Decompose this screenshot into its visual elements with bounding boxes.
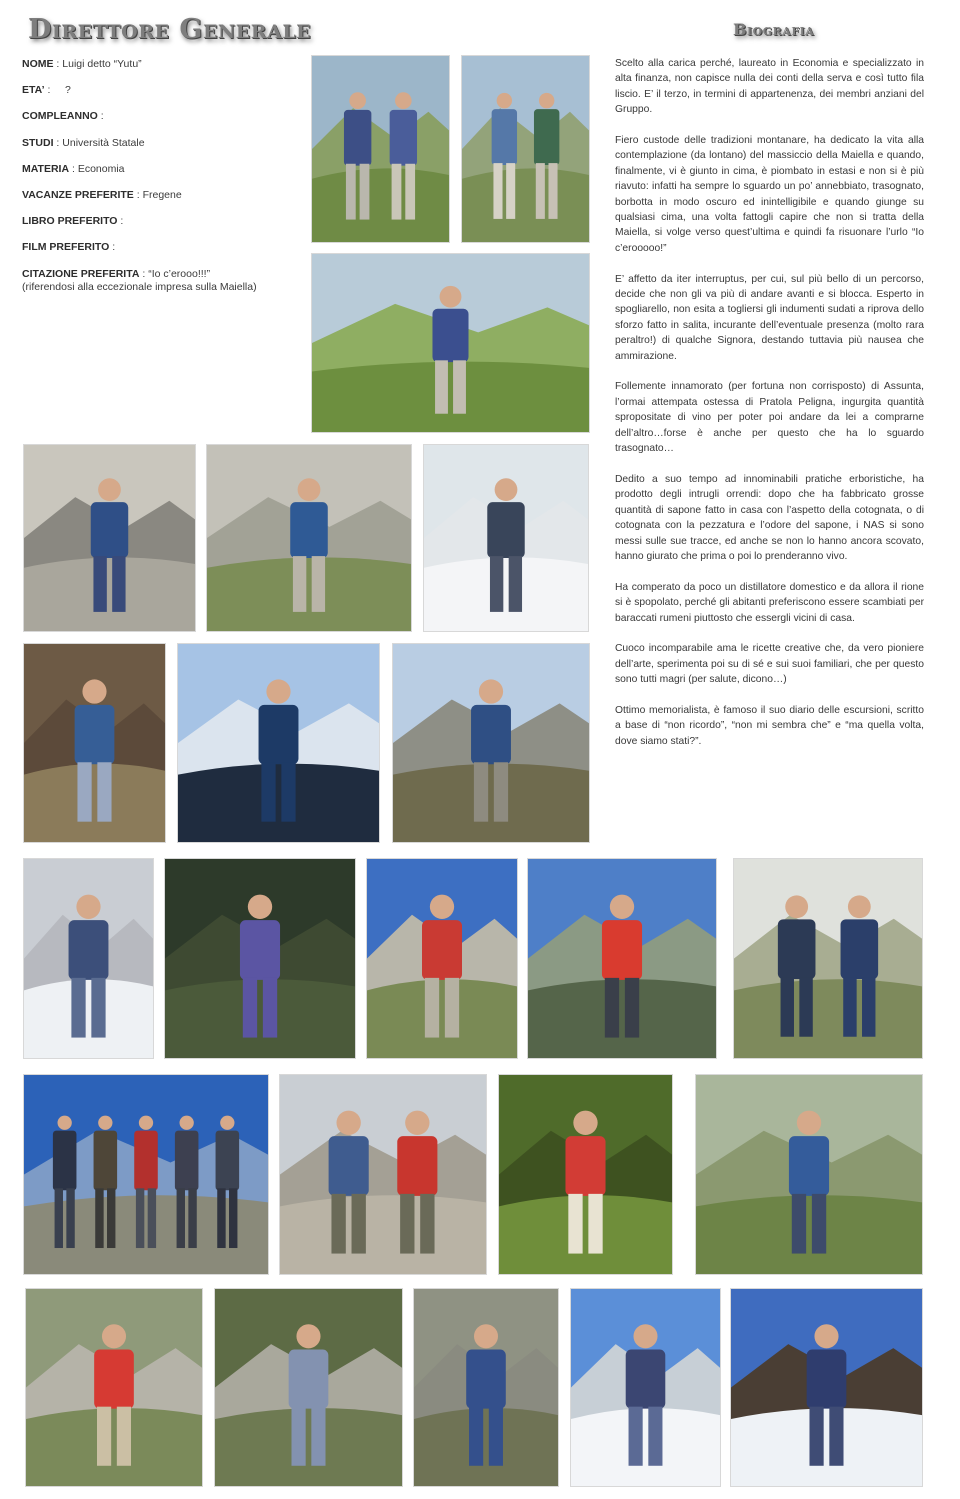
field-value: “Io c’erooo!!!”	[148, 267, 211, 280]
field-label: CITAZIONE PREFERITA	[22, 267, 140, 280]
photo-sitting-bench	[695, 1074, 923, 1275]
photo-hiker-arms-open	[311, 253, 590, 433]
profile-field	[22, 58, 282, 71]
photo-snowfield-forest	[730, 1288, 923, 1487]
profile-field	[22, 110, 282, 123]
photo-hiker-pointing	[527, 858, 717, 1059]
photo-victory-sign	[164, 858, 356, 1059]
field-label: COMPLEANNO	[22, 110, 98, 123]
field-value: Fregene	[142, 188, 182, 201]
photo-two-men-church	[733, 858, 923, 1059]
field-label: FILM PREFERITO	[22, 241, 110, 254]
field-label: STUDI	[22, 136, 54, 149]
field-value: Economia	[77, 162, 125, 175]
field-value: Università Statale	[62, 136, 145, 149]
profile-field	[22, 215, 282, 228]
photo-two-hikers-poles	[461, 55, 590, 243]
photo-hiker-rocky-slope	[206, 444, 412, 632]
photo-snowshoes-valley	[570, 1288, 721, 1487]
profile-field	[22, 241, 282, 254]
photo-sitting-tree	[498, 1074, 673, 1275]
field-separator: :	[109, 241, 116, 254]
field-separator: :	[133, 188, 143, 201]
field-note: (riferendosi alla eccezionale impresa sulla Maiella)	[22, 280, 257, 293]
profile-field	[22, 137, 282, 150]
bio-paragraph: Dedito a suo tempo ad innominabili pratiche erboristiche, ha prodotto degli intrugli orrendi: dopo che ha fabbricato grosse quantità di sapone fatto in casa con l’aspetto della cotognata, o di cotognata con la pezzatura e l’odore del sapone, i NAS si sono messi sulle sue tracce, ed anche se non lo hanno ancora scovato, hanno giurato che prima o poi lo prenderanno vivo.	[615, 473, 924, 562]
page-title: Direttore Generale	[28, 14, 312, 45]
photo-hiker-snow-poles	[23, 858, 154, 1059]
field-separator: :	[53, 136, 63, 149]
photo-hiker-rocks-sitting	[23, 444, 196, 632]
field-label: MATERIA	[22, 162, 70, 175]
field-separator: :	[53, 58, 63, 70]
field-label: LIBRO PREFERITO	[22, 215, 118, 228]
bio-paragraph: Ottimo memorialista, è famoso il suo diario delle escursioni, scritto a base di “non ricordo”, “non mi sembra che” e “ma quella volta, dove siamo stati?”.	[615, 704, 924, 747]
profile-field	[22, 84, 282, 97]
bio-paragraph: E’ affetto da iter interruptus, per cui, sul più bello di un percorso, decide che non gli va più di andare avanti e si blocca. Esperto in spogliarello, non esita a togliersi gli indumenti sudati a riprova dello sforzo fatto in salita, incurante dell’eventuale presenza (molto rara peraltro!) di qualche Signora, destando tuttavia più nausea che ammirazione.	[615, 273, 924, 362]
field-separator: :	[117, 215, 124, 228]
field-separator: :	[139, 267, 149, 280]
profile-fields	[22, 58, 282, 306]
profile-field	[22, 268, 282, 293]
photo-talking-close	[214, 1288, 403, 1487]
photo-portrait-mountains	[177, 643, 380, 843]
photo-wool-hat-snack	[413, 1288, 559, 1487]
field-separator: :	[97, 110, 104, 123]
field-label: ETA’	[22, 84, 45, 97]
field-value: ?	[64, 84, 71, 97]
bio-paragraph: Cuoco incomparabile ama le ricette creative che, da vero pioniere dell’arte, sperimenta poi su di sé e sui suoi familiari, che per questo sono tutti magri (per salute, dicono…)	[615, 643, 924, 686]
photo-hiker-red-shirt	[366, 858, 518, 1059]
photo-hiker-cow	[23, 643, 166, 843]
bio-paragraph: Scelto alla carica perché, laureato in Economia e specializzato in alta finanza, non capisce nulla dei conti della serva e così tutto fila liscio. E’ il terzo, in termini di appartenenza, dei membri anziani del Gruppo.	[615, 58, 924, 116]
biography-text	[615, 56, 924, 765]
profile-field	[22, 163, 282, 176]
bio-paragraph: Fiero custode delle tradizioni montanare, ha dedicato la vita alla contemplazione (da lontano) del massiccio della Maiella e quando, finalmente, vi è giunto in cima, è piombato in estasi e non si è più riavuto: infatti ha sempre lo sguardo un po’ annebbiato, trasognato, borbotta in modo oscuro ed inintelligibile e quando giunge su qualsiasi cima, una volta fattogli capire che non si tratta della Maiella, si volge verso quest’ultima e quindi fa risuonare l’urlo “Io c’erooooo!”	[615, 135, 924, 254]
photo-hiker-ridge	[392, 643, 590, 843]
field-label: VACANZE PREFERITE	[22, 188, 134, 201]
photo-red-shirt-rocks	[25, 1288, 203, 1487]
photo-group-five	[23, 1074, 269, 1275]
profile-field	[22, 189, 282, 202]
photo-hiker-snow-trail	[423, 444, 589, 632]
photo-two-sitting-summit	[279, 1074, 487, 1275]
field-value: Luigi detto “Yutu”	[62, 58, 142, 70]
bio-heading: Biografia	[733, 20, 815, 39]
bio-paragraph: Follemente innamorato (per fortuna non corrisposto) di Assunta, l’ormai attempata ostessa di Pratola Peligna, ingurgita quantità spropositate di vino per poter poi andare da lei a comprarne dell’altro…forse è anche per questo che ha lo sguardo trasognato…	[615, 381, 924, 455]
field-separator: :	[44, 84, 65, 97]
field-separator: :	[69, 162, 78, 175]
photo-two-hikers-meadow	[311, 55, 450, 243]
field-label: NOME	[22, 58, 54, 70]
bio-paragraph: Ha comperato da poco un distillatore domestico e da allora il rione si è spopolato, perché gli abitanti preferiscono essere scambiati per baraccati rumeni piuttosto che essergli vicini di casa.	[615, 581, 924, 624]
